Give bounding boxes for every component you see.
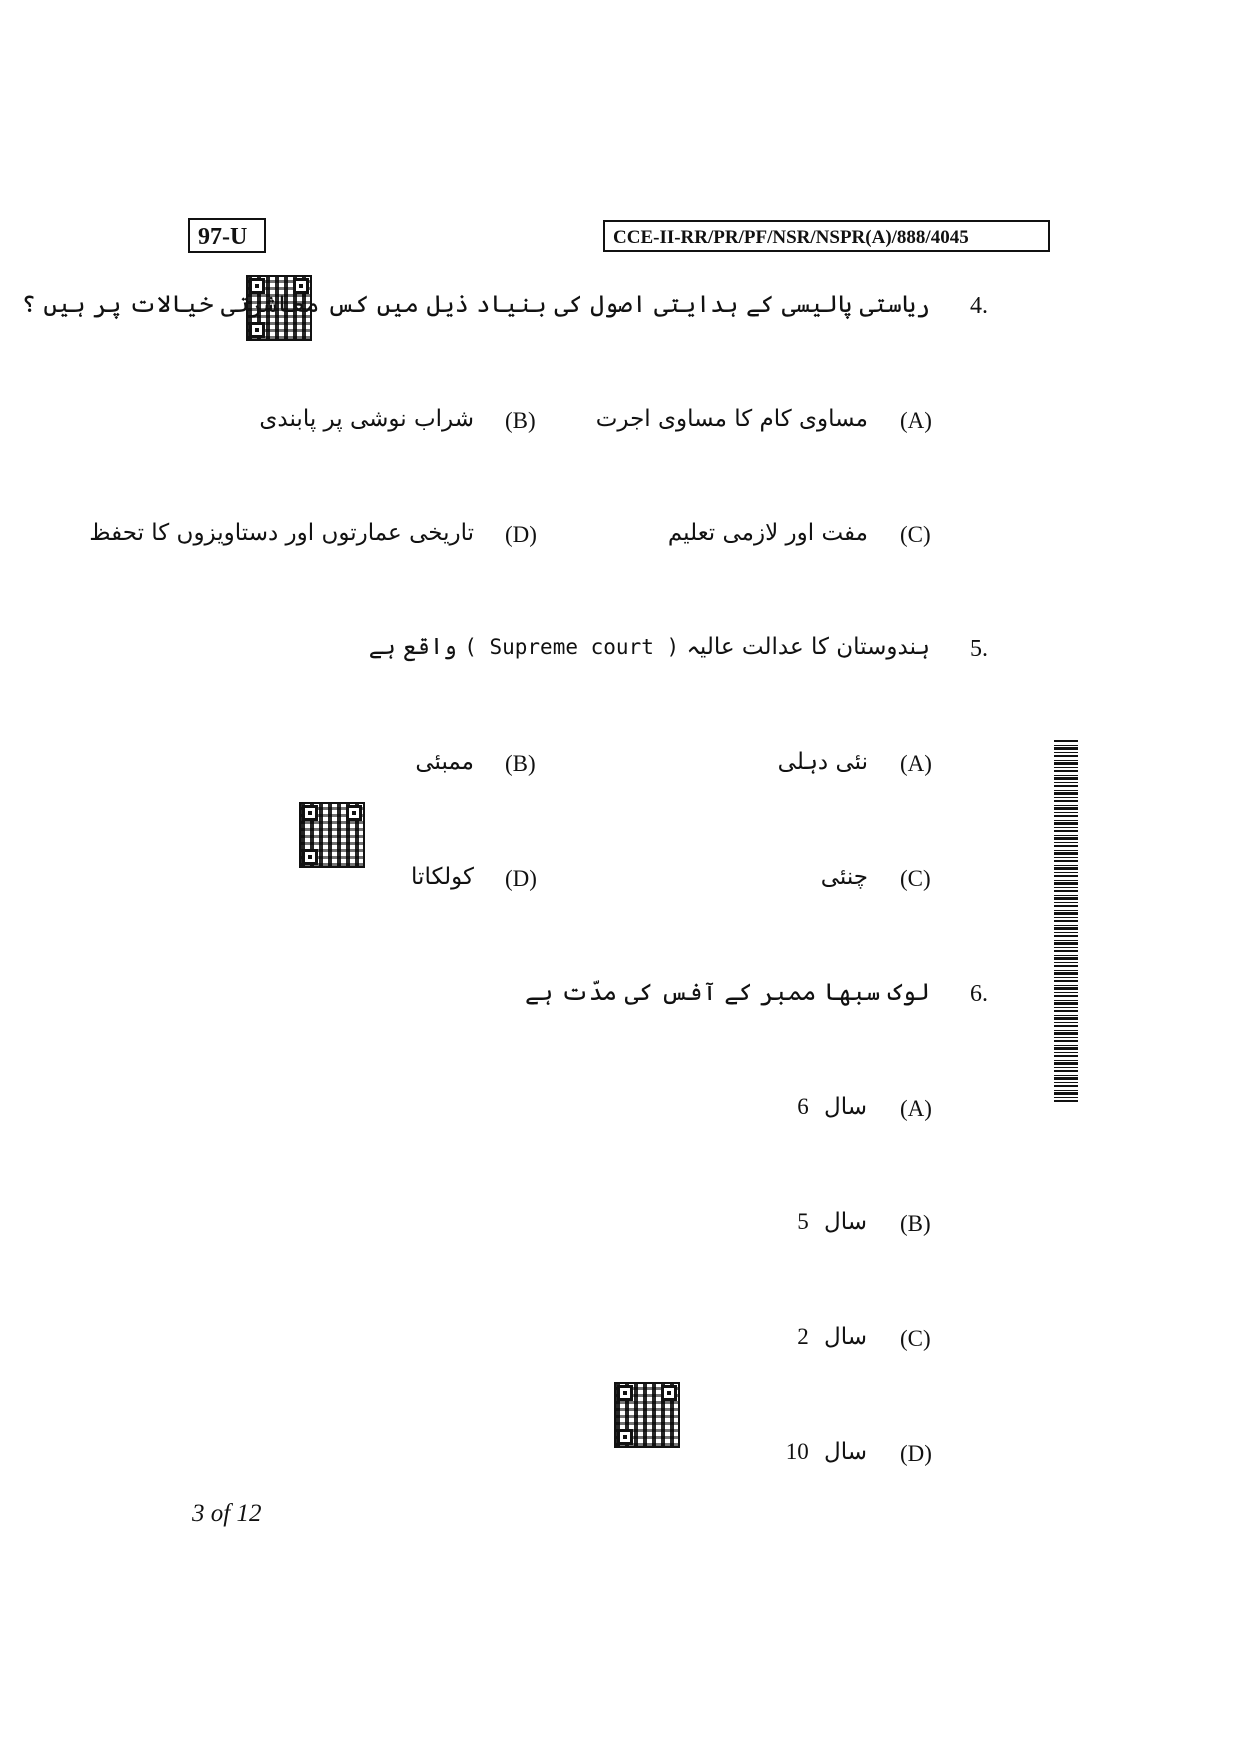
option-text: مفت اور لازمی تعلیم xyxy=(667,520,868,546)
option-letter: (C) xyxy=(900,522,931,547)
option-letter: (C) xyxy=(900,866,931,891)
question-number: 4. xyxy=(970,293,988,319)
question-text: لوک سبھا ممبر کے آفس کی مدّت ہے xyxy=(525,978,930,1006)
option-unit: سال xyxy=(824,1094,867,1120)
question-text xyxy=(369,632,930,662)
question-text-urdu-end: واقع ہے xyxy=(368,634,457,660)
option-letter: (A) xyxy=(900,408,932,433)
option-unit: سال xyxy=(824,1439,867,1465)
option-text: نئی دہلی xyxy=(777,749,868,775)
option-text: کولکاتا xyxy=(411,864,474,890)
option-value: 5 xyxy=(797,1209,809,1234)
question-number: 5. xyxy=(970,636,988,662)
option-value: 10 xyxy=(785,1439,809,1464)
option-text xyxy=(797,1322,867,1352)
qr-code-icon xyxy=(299,802,365,868)
option-text: مساوی کام کا مساوی اجرت xyxy=(595,406,868,432)
option-letter: (C) xyxy=(900,1326,931,1351)
option-letter: (B) xyxy=(505,408,536,433)
option-unit: سال xyxy=(824,1209,867,1235)
option-text: شراب نوشی پر پابندی xyxy=(259,406,474,432)
option-text xyxy=(797,1092,867,1122)
question-text: ریاستی پالیسی کے ہدایتی اصول کی بنیاد ذیل میں کس معاشرتی خیالات پر ہیں ؟ xyxy=(21,290,930,318)
option-text xyxy=(797,1207,867,1237)
option-letter: (D) xyxy=(505,866,537,891)
option-text xyxy=(786,1437,867,1467)
option-value: 2 xyxy=(797,1324,809,1349)
option-letter: (D) xyxy=(900,1441,932,1466)
question-text-english: ( Supreme court ) xyxy=(464,635,680,659)
qr-code-icon xyxy=(614,1382,680,1448)
option-text: ممبئی xyxy=(415,749,474,775)
option-text: چنئی xyxy=(820,864,868,890)
option-value: 6 xyxy=(797,1094,809,1119)
page-code-box: 97-U xyxy=(188,218,266,253)
option-letter: (B) xyxy=(505,751,536,776)
paper-code-box: CCE-II-RR/PR/PF/NSR/NSPR(A)/888/4045 xyxy=(603,220,1050,252)
question-number: 6. xyxy=(970,981,988,1007)
option-letter: (A) xyxy=(900,751,932,776)
option-unit: سال xyxy=(824,1324,867,1350)
option-text: تاریخی عمارتوں اور دستاویزوں کا تحفظ xyxy=(89,520,474,546)
option-letter: (A) xyxy=(900,1096,932,1121)
page-indicator: 3 of 12 xyxy=(192,1500,262,1527)
option-letter: (D) xyxy=(505,522,537,547)
question-text-urdu: ہندوستان کا عدالت عالیہ xyxy=(686,634,930,660)
barcode-icon xyxy=(1054,740,1078,1102)
option-letter: (B) xyxy=(900,1211,931,1236)
